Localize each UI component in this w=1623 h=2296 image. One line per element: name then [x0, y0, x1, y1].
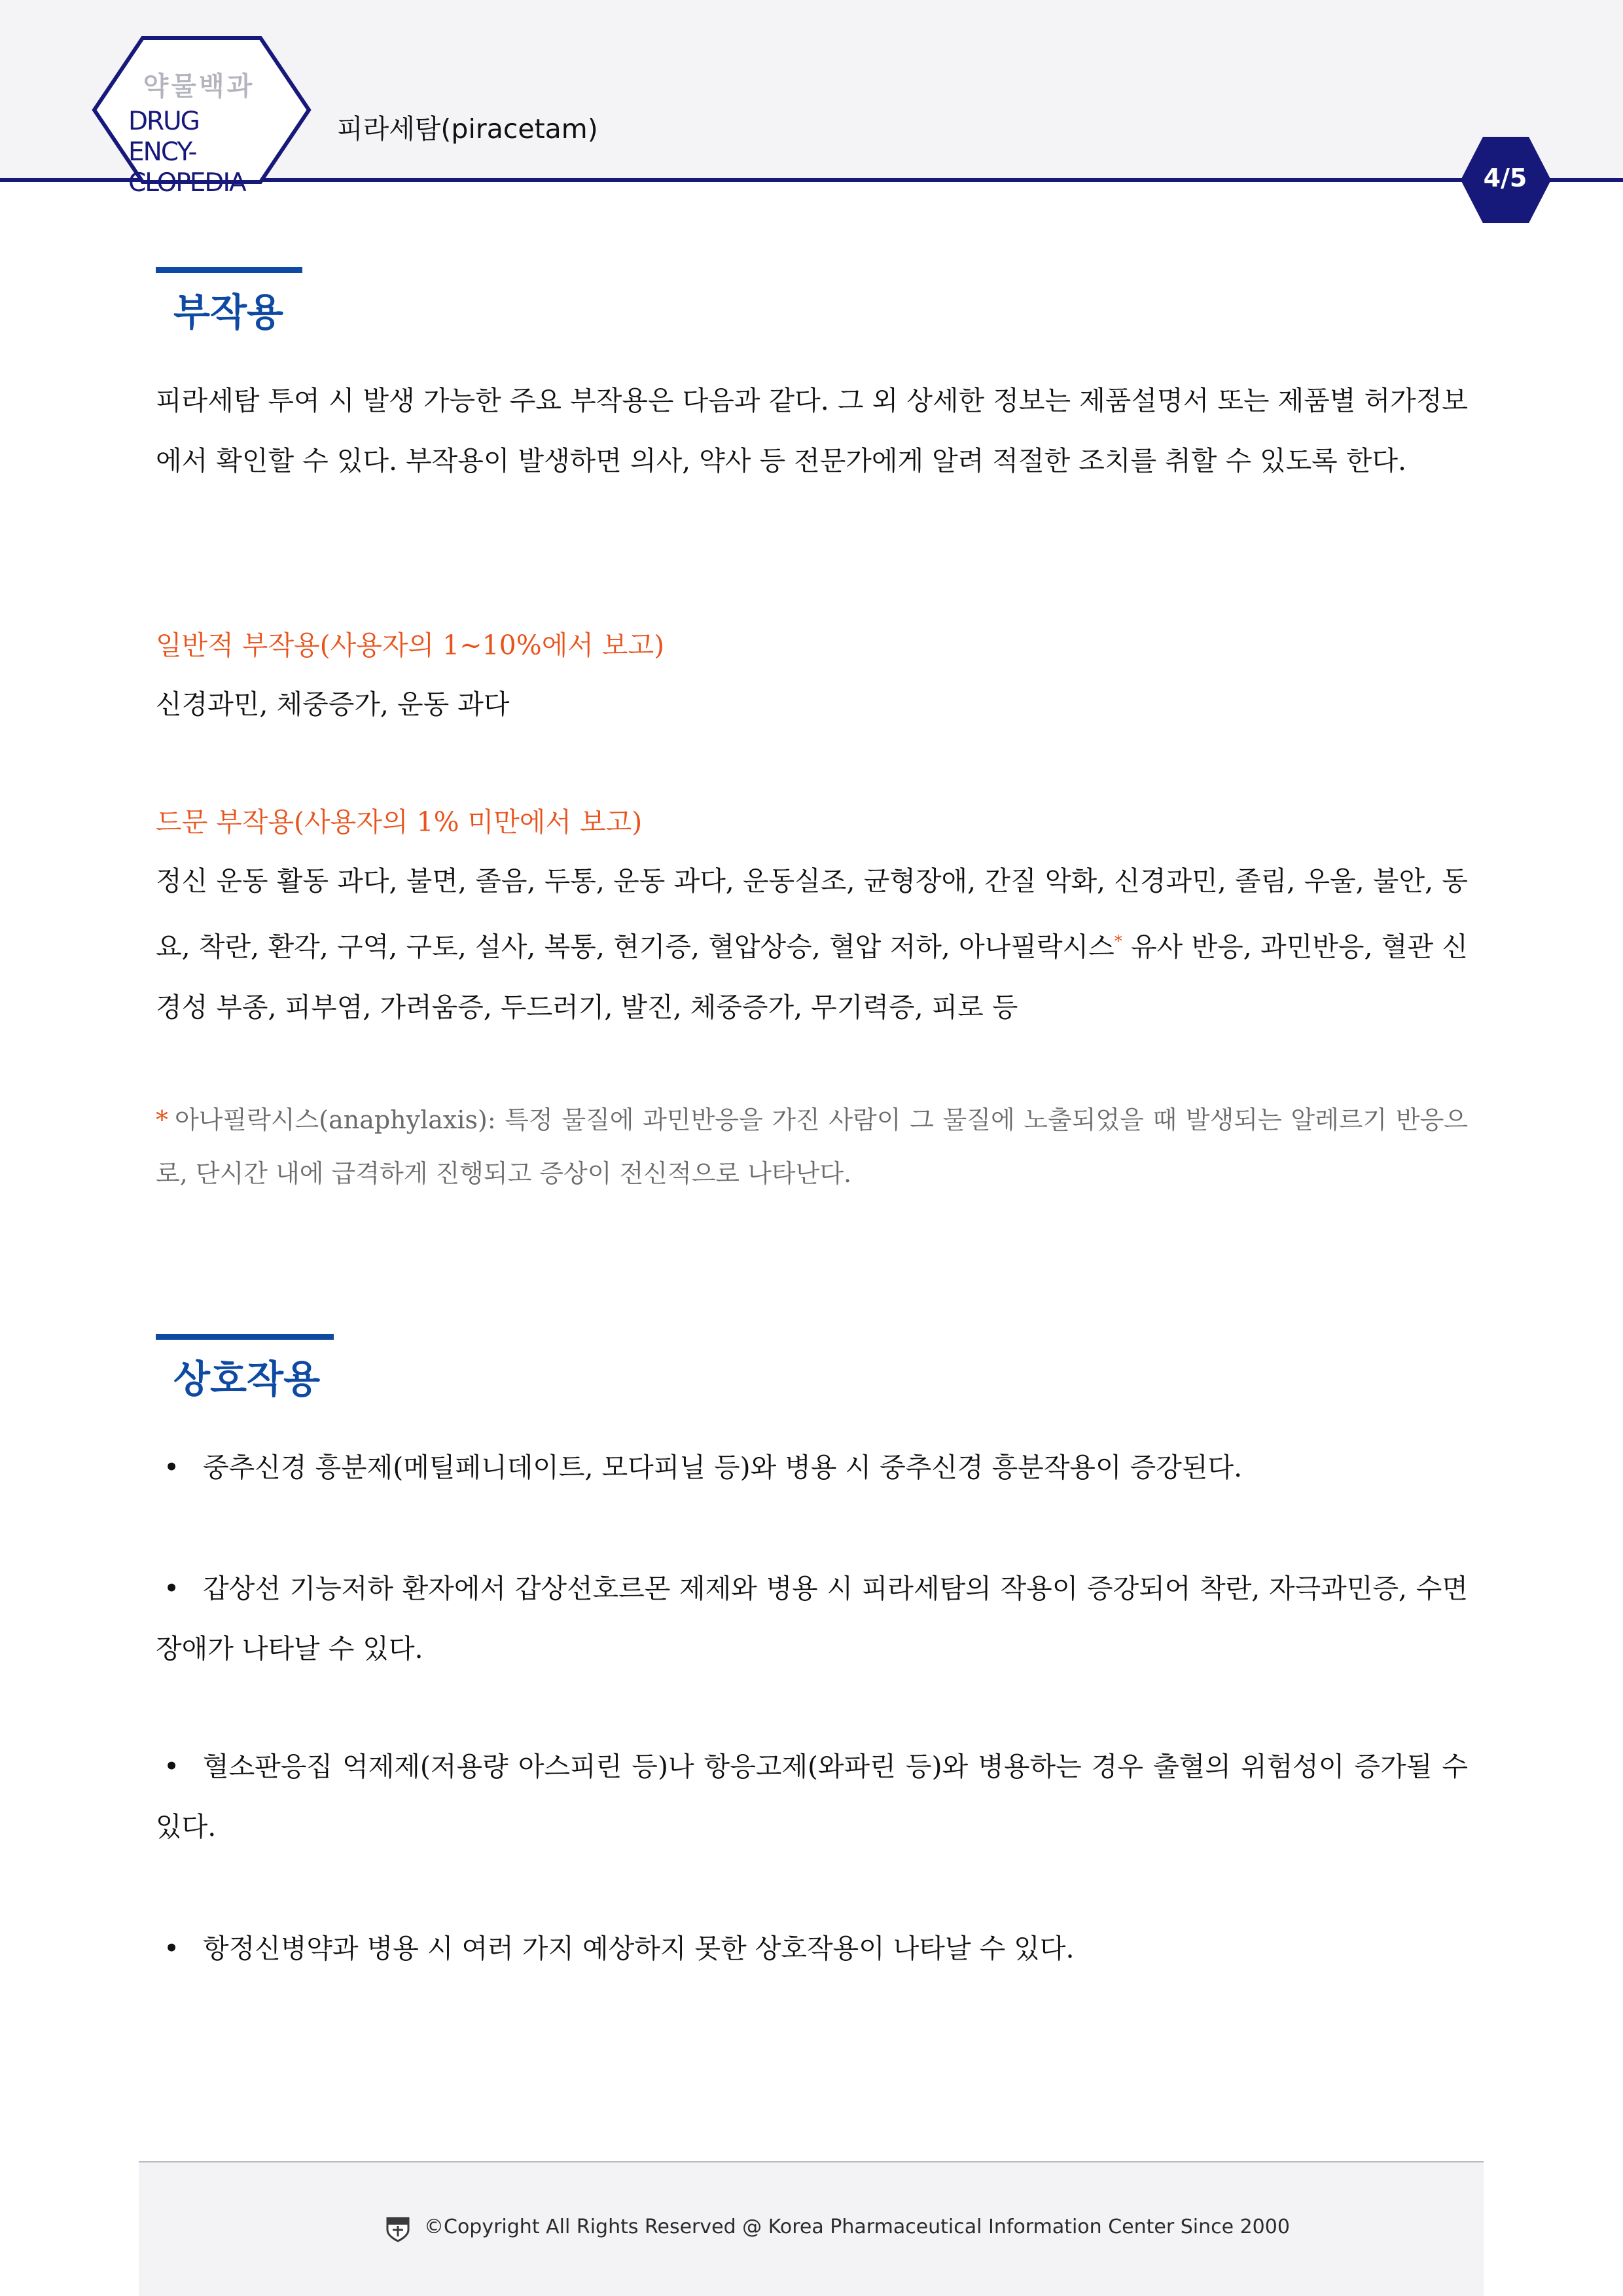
footer-copyright: ©Copyright All Rights Reserved @ Korea Pharmaceutical Information Center Since 2000: [424, 2215, 1290, 2238]
section-title-interactions: 상호작용: [173, 1357, 321, 1401]
rare-side-effects-list: [156, 851, 1468, 1037]
interaction-item-4: [156, 1918, 1468, 1979]
interaction-item-text: 갑상선 기능저하 환자에서 갑상선호르몬 제제와 병용 시 피라세탐의 작용이 증강되어 착란, 자극과민증, 수면장애가 나타날 수 있다.: [156, 1573, 1468, 1664]
document-title: 피라세탐(piracetam): [337, 113, 598, 145]
interaction-item-3: [156, 1736, 1468, 1857]
footer-rule: [139, 2161, 1484, 2162]
rare-side-effects-part-2: 유사 반응, 과민반응, 혈관 신경성 부종, 피부염, 가려움증, 두드러기, 발진, 체중증가, 무기력증, 피로 등: [156, 931, 1468, 1023]
interaction-item-text: 혈소판응집 억제제(저용량 아스피린 등)나 항응고제(와파린 등)와 병용하는 경우 출혈의 위험성이 증가될 수 있다.: [156, 1751, 1468, 1842]
footnote-marker: *: [1114, 932, 1122, 950]
interaction-item-2: [156, 1558, 1468, 1679]
logo-english-text: [128, 106, 272, 198]
footnote-text: 아나필락시스(anaphylaxis): 특정 물질에 과민반응을 가진 사람이 그 물질에 노출되었을 때 발생되는 알레르기 반응으로, 단시간 내에 급격하게 진행되고 증상이 전신적으로 나타난다.: [156, 1105, 1468, 1188]
page-number: 4/5: [1483, 164, 1527, 192]
logo-english-line-2: CLOPEDIA: [128, 168, 245, 198]
common-side-effects-list: 신경과민, 체중증가, 운동 과다: [156, 689, 510, 720]
logo-korean-text: 약물백과: [143, 71, 255, 101]
bullet-icon: •: [164, 1933, 180, 1964]
bullet-icon: •: [164, 1452, 180, 1483]
interaction-item-text: 중추신경 흥분제(메틸페니데이트, 모다피닐 등)와 병용 시 중추신경 흥분작용이 증강된다.: [203, 1452, 1243, 1483]
bullet-icon: •: [164, 1573, 180, 1604]
interaction-item-1: [156, 1437, 1468, 1498]
rare-side-effects-title: 드문 부작용(사용자의 1% 미만에서 보고): [156, 806, 643, 838]
logo-english-line-1: DRUG ENCY-: [128, 107, 199, 167]
footnote-star: *: [156, 1105, 168, 1134]
rare-side-effects-part-1: 정신 운동 활동 과다, 불면, 졸음, 두통, 운동 과다, 운동실조, 균형장애, 간질 악화, 신경과민, 졸림, 우울, 불안, 동요, 착란, 환각, 구역, 구토, 설사, 복통, 현기증, 혈압상승, 혈압 저하, 아나필락시스: [156, 865, 1468, 963]
common-side-effects-title: 일반적 부작용(사용자의 1~10%에서 보고): [156, 630, 665, 661]
side-effects-intro: 피라세탐 투여 시 발생 가능한 주요 부작용은 다음과 같다. 그 외 상세한 정보는 제품설명서 또는 제품별 허가정보에서 확인할 수 있다. 부작용이 발생하면 의사, 약사 등 전문가에게 알려 적절한 조치를 취할 수 있도록 한다.: [156, 385, 1468, 476]
interaction-item-text: 항정신병약과 병용 시 여러 가지 예상하지 못한 상호작용이 나타날 수 있다.: [203, 1933, 1075, 1964]
anaphylaxis-footnote: [156, 1093, 1468, 1200]
bullet-icon: •: [164, 1751, 180, 1782]
emblem-shield-icon: [383, 2214, 412, 2243]
section-bar-interactions: [156, 1334, 334, 1340]
section-bar-side-effects: [156, 267, 302, 273]
section-title-side-effects: 부작용: [173, 290, 284, 334]
